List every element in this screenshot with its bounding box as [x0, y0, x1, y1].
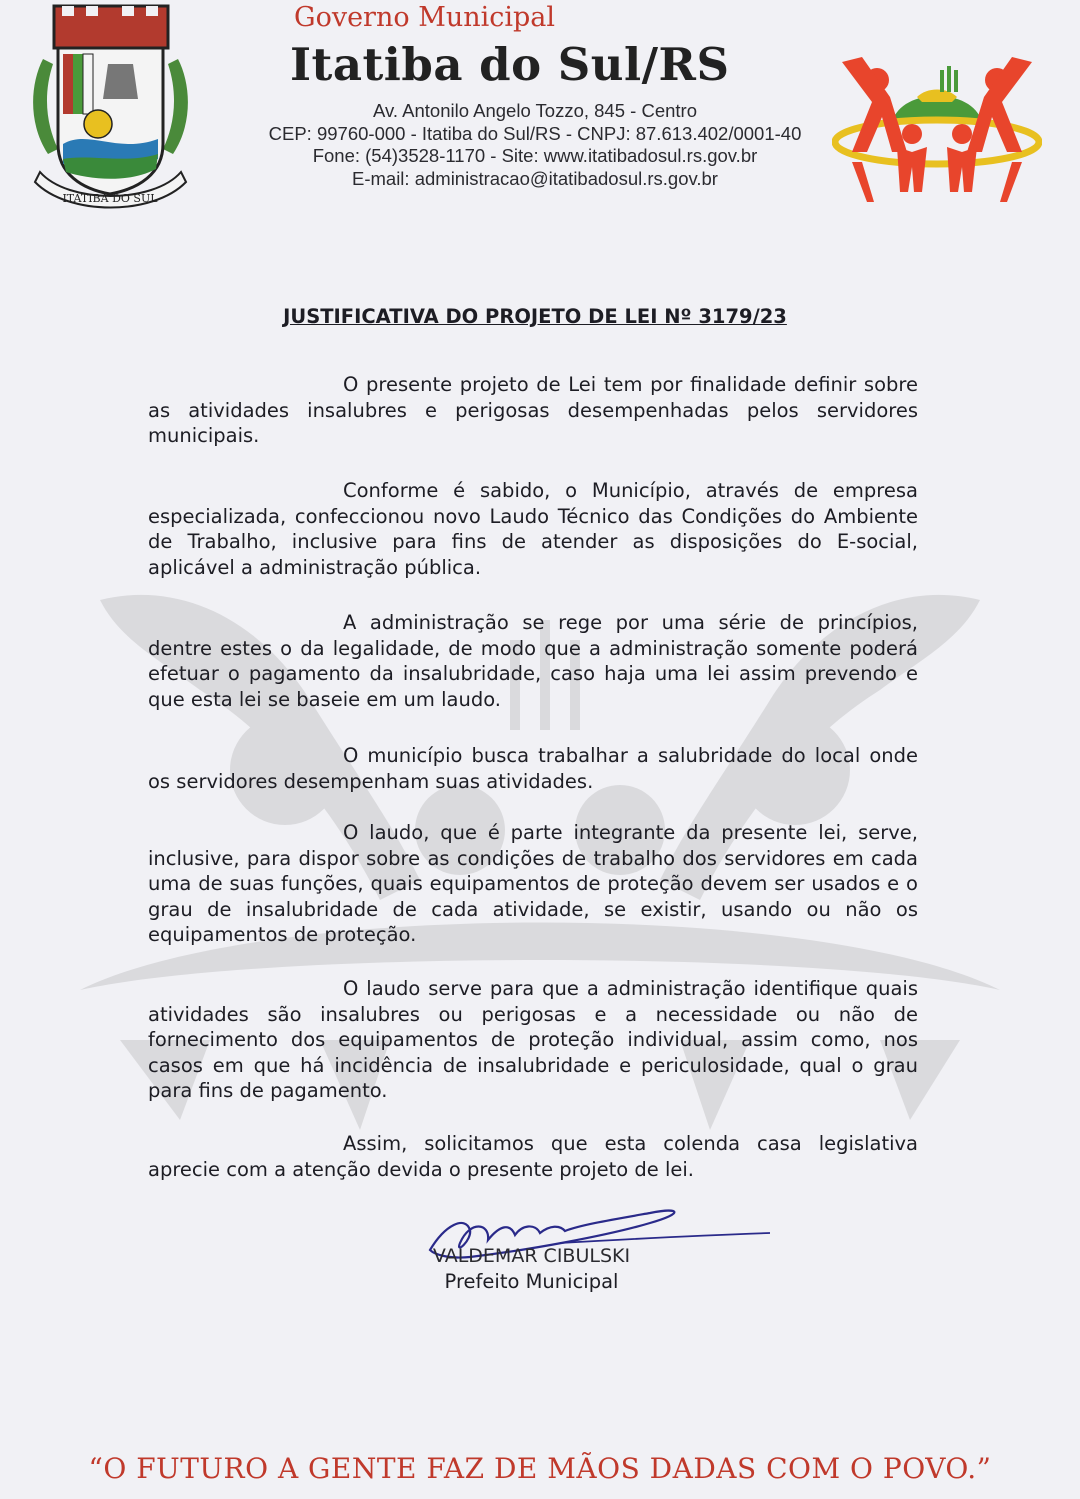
signer-name: VALDEMAR CIBULSKI: [432, 1245, 631, 1267]
email-line: E-mail: administracao@itatibadosul.rs.gov.br: [352, 167, 718, 189]
coat-of-arms-logo: [18, 4, 203, 214]
hands-together-emblem: [832, 42, 1042, 207]
document-title: JUSTIFICATIVA DO PROJETO DE LEI Nº 3179/23: [283, 305, 787, 328]
address-line: Av. Antonilo Angelo Tozzo, 845 - Centro: [373, 100, 697, 121]
signer-role: Prefeito Municipal: [444, 1270, 619, 1293]
paragraph: O presente projeto de Lei tem por finalidade definir sobre as atividades insalubres e perigosas desempenhadas pelos servidores municipais.: [148, 373, 918, 447]
city-name: Itatiba do Sul/RS: [290, 38, 730, 91]
paragraph: O laudo, que é parte integrante da presente lei, serve, inclusive, para dispor sobre as condições de trabalho dos servidores em cada uma de suas funções, quais equipamentos de proteção devem ser usados e o grau de insalubridade de cada atividade, se existir, usando ou não os equipamentos de proteção.: [148, 821, 918, 946]
cep-cnpj-line: CEP: 99760-000 - Itatiba do Sul/RS - CNPJ: 87.613.402/0001-40: [268, 122, 802, 144]
paragraph: A administração se rege por uma série de princípios, dentre estes o da legalidade, de modo que a administração somente poderá efetuar o pagamento da insalubridade, caso haja uma lei assim prevendo e que esta lei se baseie em um laudo.: [148, 611, 918, 711]
phone-site-line: Fone: (54)3528-1170 - Site: www.itatibadosul.rs.gov.br: [312, 145, 758, 166]
paragraph: O laudo serve para que a administração identifique quais atividades são insalubres ou perigosas e a necessidade ou não de fornecimento dos equipamentos de proteção individual, assim como, nos casos em que há incidência de insalubridade e periculosidade, qual o grau para fins de pagamento.: [148, 977, 918, 1102]
paragraph: Assim, solicitamos que esta colenda casa legislativa aprecie com a atenção devida o presente projeto de lei.: [148, 1132, 918, 1181]
paragraph: Conforme é sabido, o Município, através de empresa especializada, confeccionou novo Laudo Técnico das Condições do Ambiente de Trabalho, inclusive para fins de atender as disposições do E-social, aplicável a administração pública.: [148, 479, 918, 579]
paragraph: O município busca trabalhar a salubridade do local onde os servidores desempenham suas atividades.: [148, 744, 918, 793]
coat-of-arms-lettering: ITATIBA DO SUL: [62, 192, 158, 205]
footer-motto: “O FUTURO A GENTE FAZ DE MÃOS DADAS COM O POVO.”: [88, 1452, 992, 1485]
contact-block: [230, 100, 840, 190]
government-label: Governo Municipal: [294, 2, 556, 33]
